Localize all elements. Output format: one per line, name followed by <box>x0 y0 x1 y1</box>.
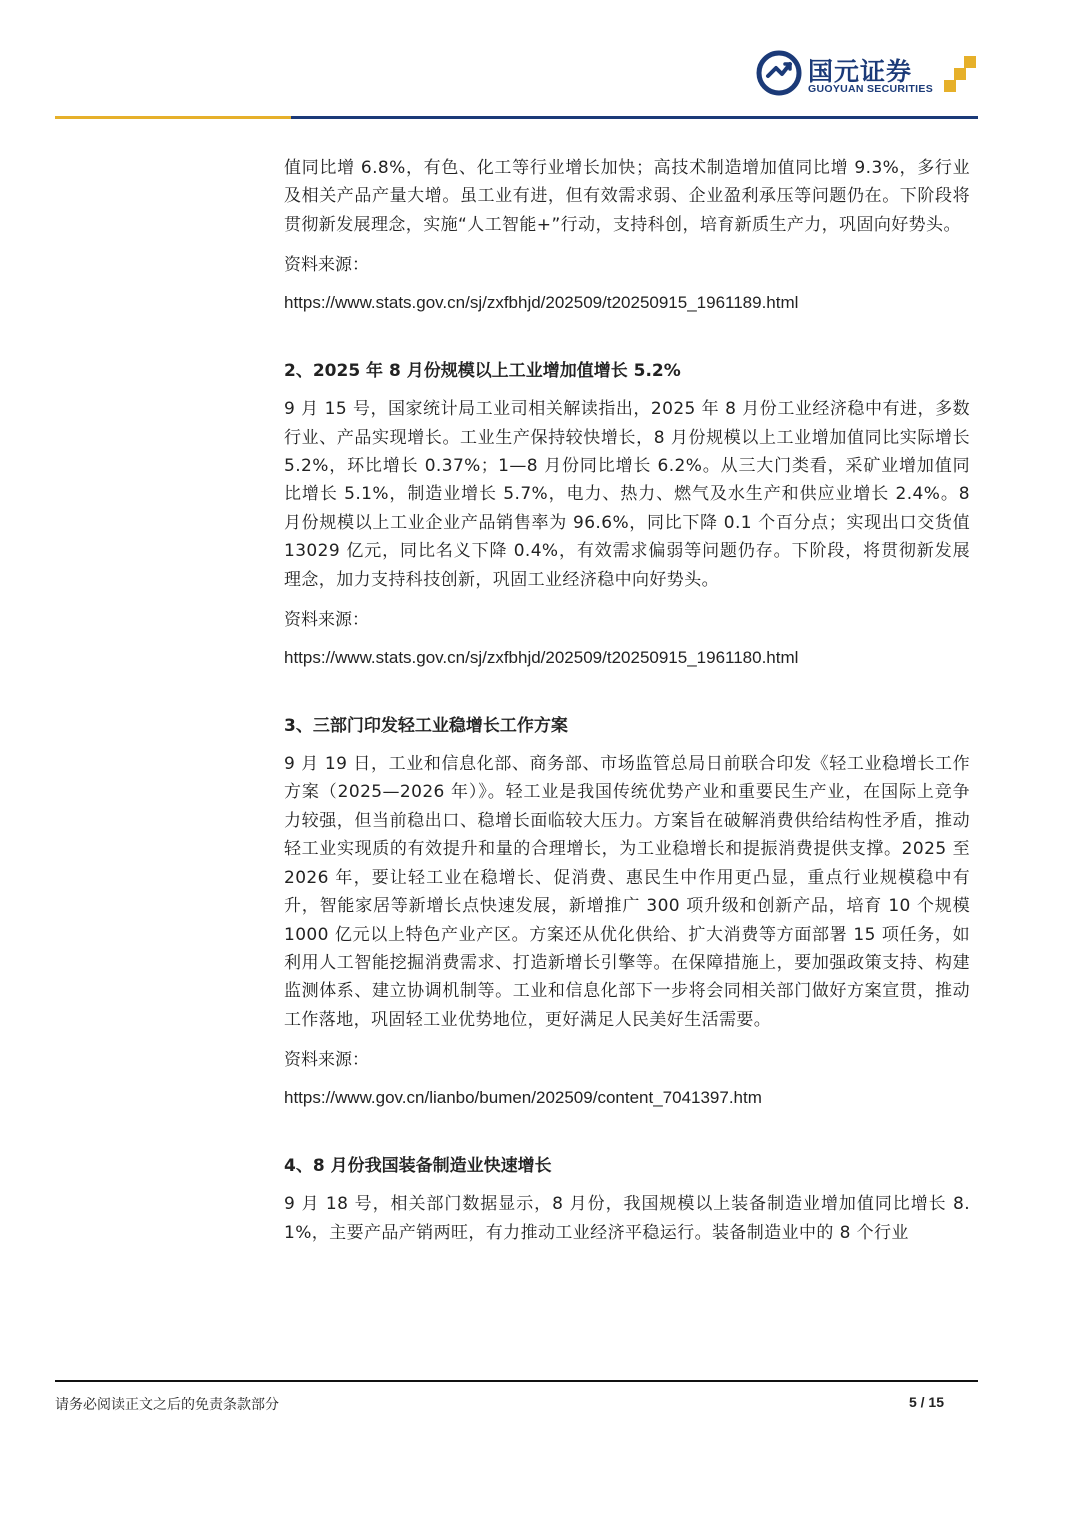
source-link[interactable]: https://www.stats.gov.cn/sj/zxfbhjd/202509/t20250915_1961189.html <box>284 293 799 313</box>
gold-squares-icon <box>944 54 980 94</box>
section-2 <box>284 357 970 672</box>
source-label: 资料来源： <box>284 1050 369 1071</box>
document-body <box>284 154 970 1247</box>
section-body: 9 月 15 号，国家统计局工业司相关解读指出，2025 年 8 月份工业经济稳中有进，多数行业、产品实现增长。工业生产保持较快增长，8 月份规模以上工业增加值同比实际增长 5.2%，环比增长 0.37%；1—8 月份同比增长 6.2%。从三大门类看，采矿业增加值同比增长 5.1%，制造业增长 5.7%，电力、热力、燃气及水生产和供应业增长 2.4%。8 月份规模以上工业企业产品销售率为 96.6%，同比下降 0.1 个百分点；实现出口交货值 13029 亿元，同比名义下降 0.4%，有效需求偏弱等问题仍存。下阶段，将贯彻新发展理念，加力支持科技创新，巩固工业经济稳中向好势头。 <box>284 399 970 590</box>
footer-disclaimer: 请务必阅读正文之后的免责条款部分 <box>55 1397 279 1413</box>
section-4 <box>284 1152 970 1247</box>
source-link[interactable]: https://www.stats.gov.cn/sj/zxfbhjd/202509/t20250915_1961180.html <box>284 648 799 668</box>
footer-divider <box>55 1380 978 1382</box>
guoyuan-logo-icon <box>756 50 802 96</box>
section-title: 4、8 月份我国装备制造业快速增长 <box>284 1156 552 1177</box>
logo-chinese-name: 国元证券 <box>808 57 913 86</box>
section-3 <box>284 712 970 1112</box>
logo-english-name: GUOYUAN SECURITIES <box>808 83 933 95</box>
intro-paragraph: 值同比增 6.8%，有色、化工等行业增长加快；高技术制造增加值同比增 9.3%，多行业及相关产品产量大增。虽工业有进，但有效需求弱、企业盈利承压等问题仍在。下阶段将贯彻新发展理念，实施“人工智能+”行动，支持科创，培育新质生产力，巩固向好势头。 <box>284 158 970 235</box>
header-divider-accent <box>55 116 291 119</box>
section-body: 9 月 18 号，相关部门数据显示，8 月份，我国规模以上装备制造业增加值同比增长 8. 1%，主要产品产销两旺，有力推动工业经济平稳运行。装备制造业中的 8 个行业 <box>284 1194 970 1243</box>
source-link[interactable]: https://www.gov.cn/lianbo/bumen/202509/content_7041397.htm <box>284 1088 762 1108</box>
section-title: 2、2025 年 8 月份规模以上工业增加值增长 5.2% <box>284 361 681 382</box>
section-body: 9 月 19 日，工业和信息化部、商务部、市场监管总局日前联合印发《轻工业稳增长工作方案（2025—2026 年）》。轻工业是我国传统优势产业和重要民生产业，在国际上竞争力较强，但当前稳出口、稳增长面临较大压力。方案旨在破解消费供给结构性矛盾，推动轻工业实现质的有效提升和量的合理增长，为工业稳增长和提振消费提供支撑。2025 至 2026 年，要让轻工业在稳增长、促消费、惠民生中作用更凸显，重点行业规模稳中有升，智能家居等新增长点快速发展，新增推广 300 项升级和创新产品，培育 10 个规模 1000 亿元以上特色产业产区。方案还从优化供给、扩大消费等方面部署 15 项任务，如利用人工智能挖掘消费需求、打造新增长引擎等。在保障措施上，要加强政策支持、构建监测体系、建立协调机制等。工业和信息化部下一步将会同相关部门做好方案宣贯，推动工作落地，巩固轻工业优势地位，更好满足人民美好生活需要。 <box>284 754 970 1030</box>
source-label: 资料来源： <box>284 610 369 631</box>
company-logo <box>756 50 986 100</box>
page-number: 5 / 15 <box>908 1394 944 1410</box>
header-divider <box>55 116 978 119</box>
source-label: 资料来源： <box>284 255 369 276</box>
section-title: 3、三部门印发轻工业稳增长工作方案 <box>284 716 568 737</box>
